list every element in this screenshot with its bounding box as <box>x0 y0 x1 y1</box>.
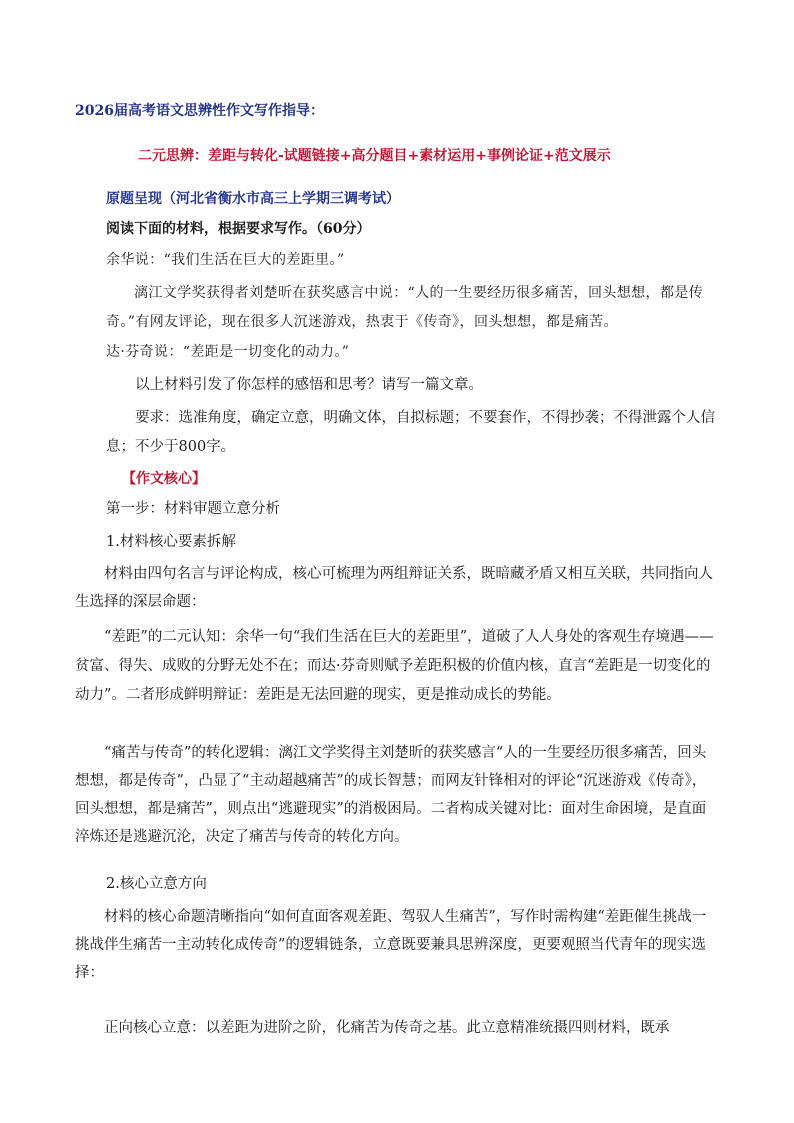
paragraph-pain-legend: “痛苦与传奇”的转化逻辑：漓江文学奖得主刘楚昕的获奖感言“人的一生要经历很多痛苦，回头想想，都是传奇”，凸显了“主动超越痛苦”的成长智慧；而网友针锋相对的评论“沉迷游戏《传奇》，回头想想，都是痛苦”，则点出“逃避现实”的消极困局。二者构成关键对比：面对生命困境，是直面淬炼还是逃避沉沦，决定了痛苦与传奇的转化方向。 <box>75 745 707 845</box>
prompt-instruction: 阅读下面的材料，根据要求写作。（60分） <box>106 221 371 237</box>
material-quote-davinci: 达·芬奇说：“差距是一切变化的动力。” <box>106 344 350 360</box>
prompt-requirements: 要求：选准角度，确定立意，明确文体，自拟标题；不要套作，不得抄袭；不得泄露个人信息；不少于800字。 <box>106 410 715 455</box>
material-quote-yuhua: 余华说：“我们生活在巨大的差距里。” <box>106 252 345 268</box>
paragraph-core-idea: 材料的核心命题清晰指向“如何直面客观差距、驾驭人生痛苦”，写作时需构建“差距催生挑战一挑战伴生痛苦一主动转化成传奇”的逻辑链条，立意既要兼具思辨深度，更要观照当代青年的现实选择： <box>75 909 707 981</box>
paragraph-positive-idea: 正向核心立意：以差距为进阶之阶，化痛苦为传奇之基。此立意精准统摄四则材料，既承 <box>104 1020 670 1036</box>
subheading-elements: 1.材料核心要素拆解 <box>106 534 236 550</box>
document-subtitle: 二元思辨：差距与转化-试题链接+高分题目+素材运用+事例论证+范文展示 <box>138 148 611 164</box>
document-title: 2026届高考语文思辨性作文写作指导： <box>75 103 324 119</box>
paragraph-gap-cognition: “差距”的二元认知：余华一句“我们生活在巨大的差距里”，道破了人人身处的客观生存境遇——贫富、得失、成败的分野无处不在；而达·芬奇则赋予差距积极的价值内核，直言“差距是一切变化的动力”。二者形成鲜明辩证：差距是无法回避的现实，更是推动成长的势能。 <box>75 629 714 703</box>
paragraph-analysis-intro: 材料由四句名言与评论构成，核心可梳理为两组辩证关系，既暗藏矛盾又相互关联，共同指向人生选择的深层命题： <box>75 566 713 610</box>
section-heading-core: 【作文核心】 <box>122 471 206 487</box>
subheading-core-idea: 2.核心立意方向 <box>106 876 207 892</box>
prompt-source: 原题呈现（河北省衡水市高三上学期三调考试） <box>106 191 400 207</box>
step-heading: 第一步：材料审题立意分析 <box>106 501 280 517</box>
material-quote-liuchuxin: 漓江文学奖获得者刘楚昕在获奖感言中说：“人的一生要经历很多痛苦，回头想想，都是传奇。”有网友评论，现在很多人沉迷游戏，热衷于《传奇》，回头想想，都是痛苦。 <box>106 285 704 330</box>
prompt-question: 以上材料引发了你怎样的感悟和思考？请写一篇文章。 <box>135 377 483 393</box>
